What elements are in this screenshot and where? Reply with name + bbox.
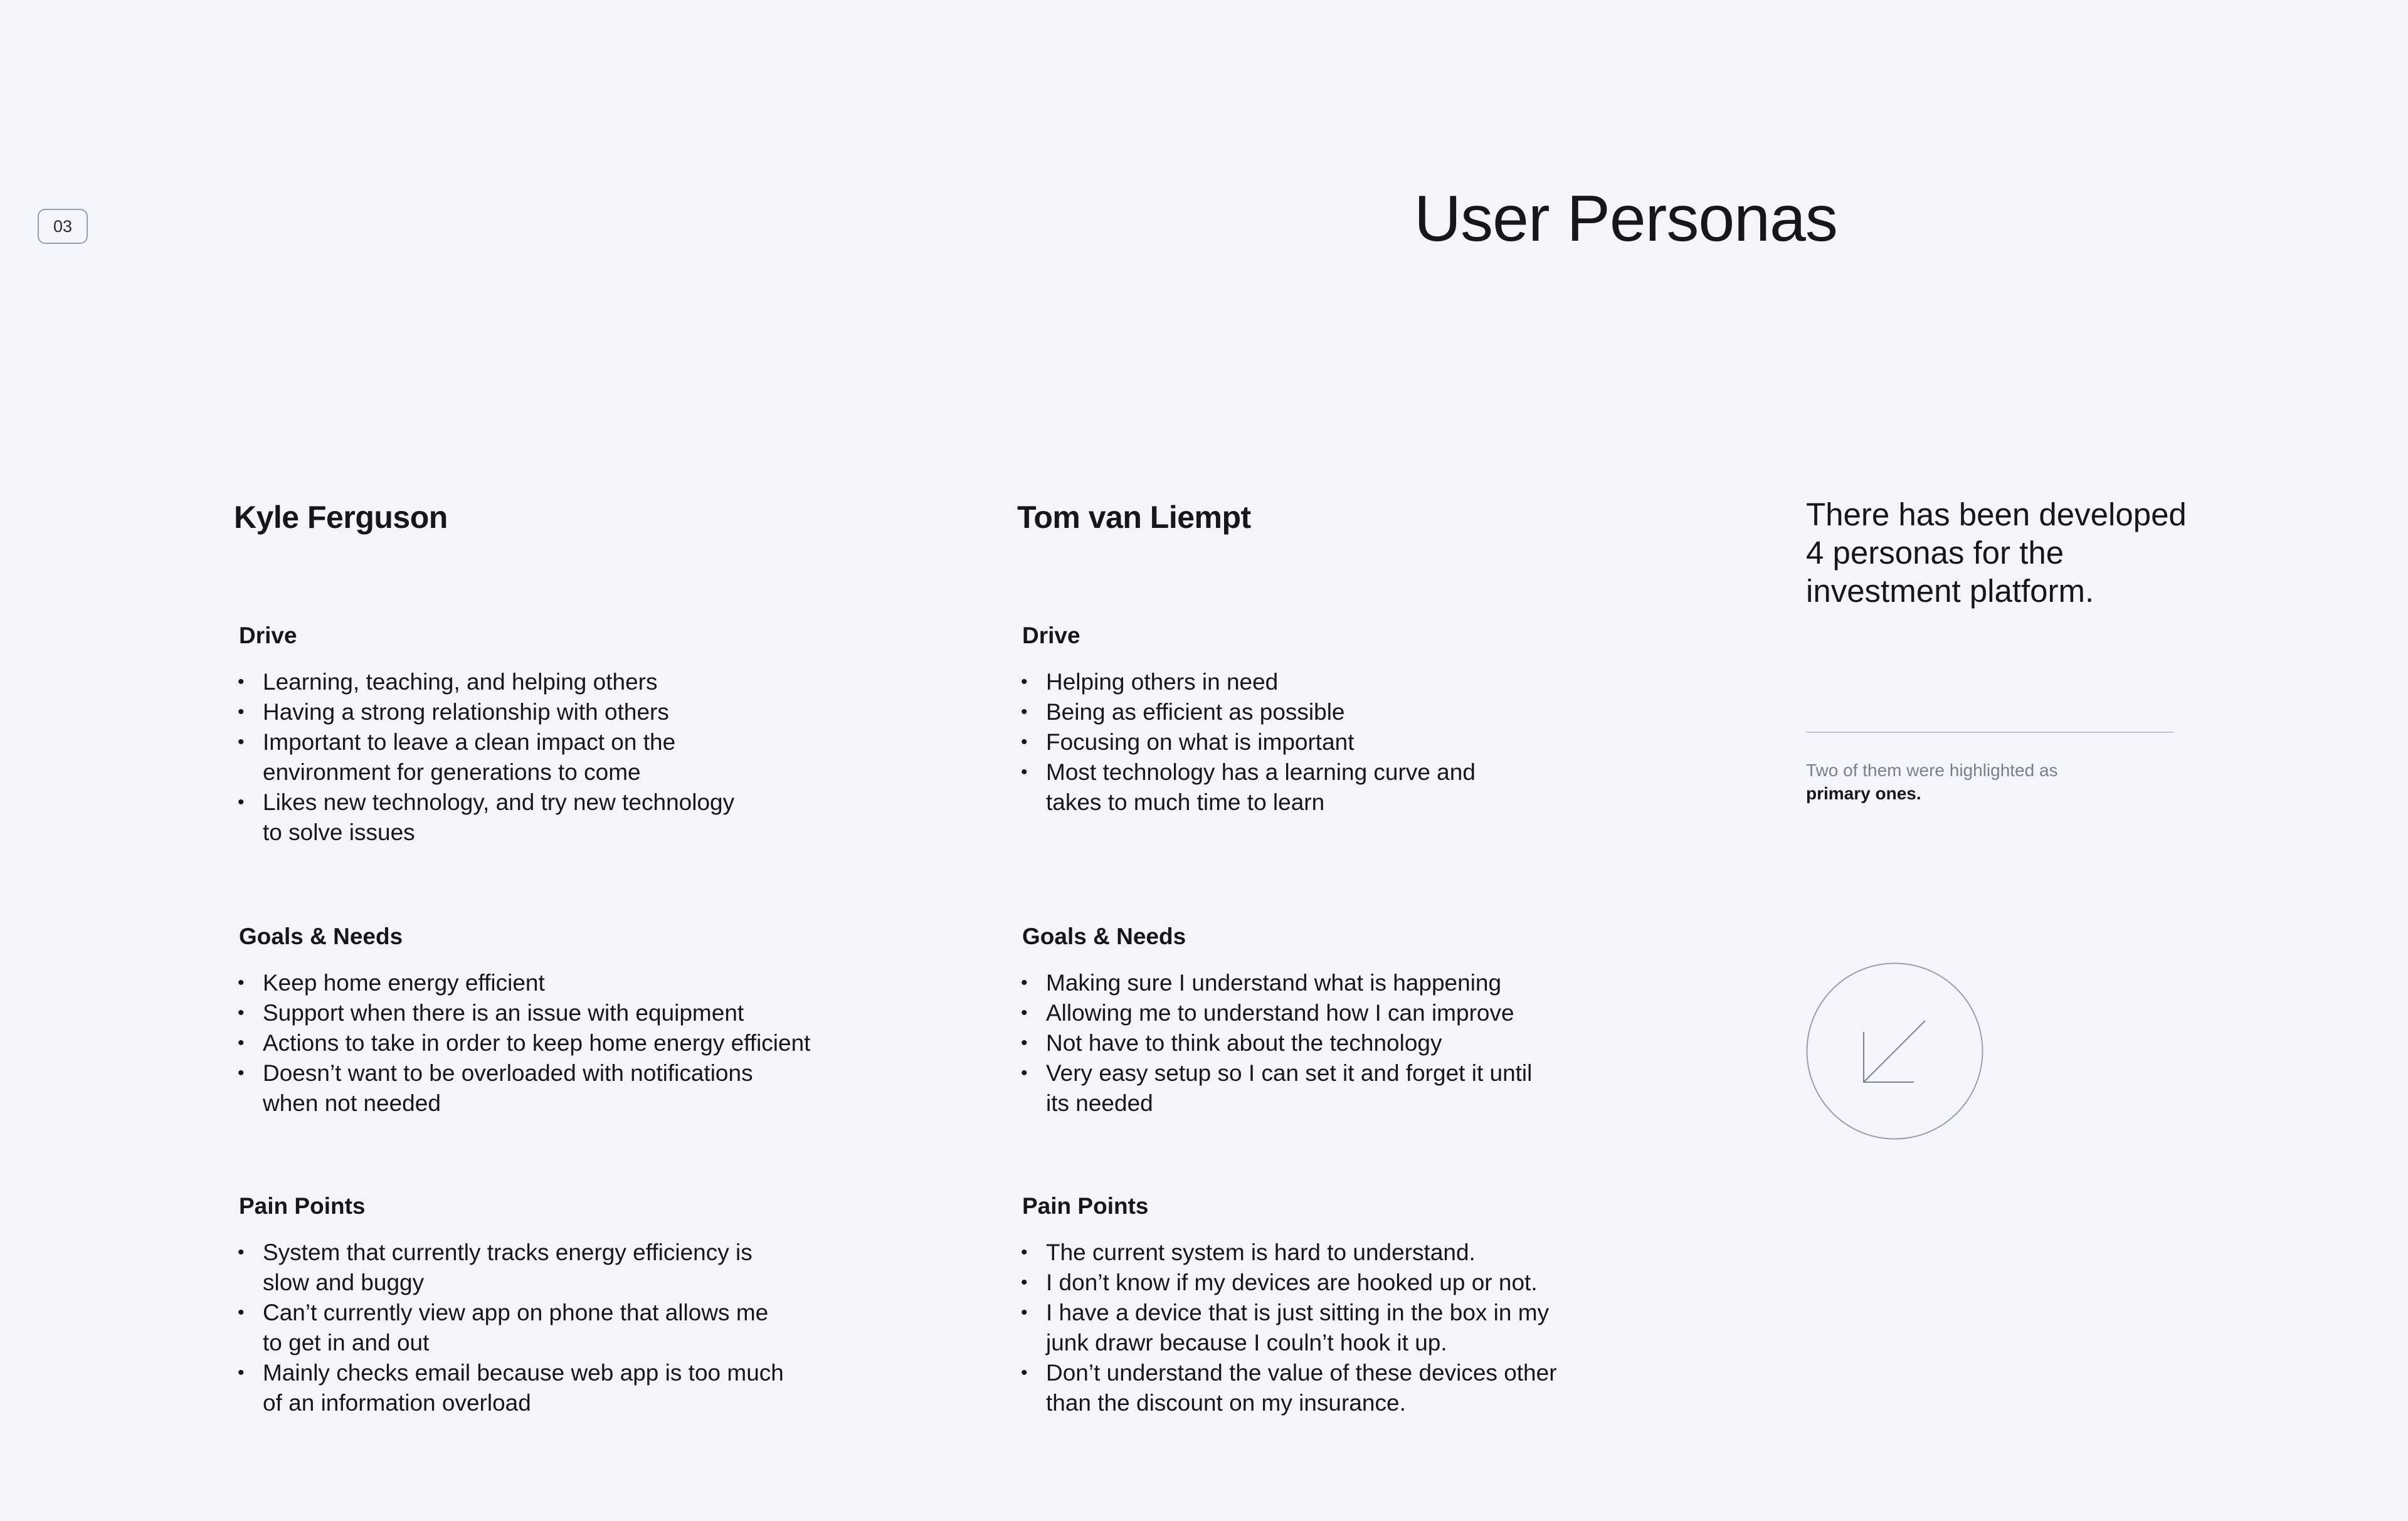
- section-title: Drive: [1022, 623, 1080, 648]
- list-item: • Allowing me to understand how I can improve: [1022, 998, 1532, 1028]
- page-number: 03: [53, 216, 73, 236]
- pain-points-section: [1022, 1192, 1649, 1416]
- drive-section: [239, 622, 866, 845]
- list-item: • Doesn’t want to be overloaded with notifications when not needed: [239, 1058, 810, 1118]
- list-item: • Support when there is an issue with equipment: [239, 998, 810, 1028]
- list-item: • Very easy setup so I can set it and forget it until its needed: [1022, 1058, 1532, 1118]
- drive-list: [239, 667, 734, 848]
- list-item: • Actions to take in order to keep home energy efficient: [239, 1028, 810, 1058]
- section-title: Drive: [239, 623, 297, 648]
- list-item: • The current system is hard to understand.: [1022, 1238, 1557, 1268]
- list-item: • Having a strong relationship with others: [239, 697, 734, 727]
- list-item: • Helping others in need: [1022, 667, 1476, 697]
- note-emphasis: primary ones.: [1806, 784, 1921, 803]
- list-item: • Not have to think about the technology: [1022, 1028, 1532, 1058]
- list-item: • Focusing on what is important: [1022, 727, 1476, 757]
- list-item: • System that currently tracks energy efficiency is slow and buggy: [239, 1238, 784, 1298]
- list-item: • Making sure I understand what is happening: [1022, 968, 1532, 998]
- list-item: • Learning, teaching, and helping others: [239, 667, 734, 697]
- pain-points-section: [239, 1192, 866, 1416]
- persona-name: Tom van Liempt: [1017, 500, 1251, 535]
- persona-name: Kyle Ferguson: [234, 500, 448, 535]
- goals-list: [1022, 968, 1532, 1118]
- page-title: User Personas: [1414, 182, 1837, 255]
- list-item: • Mainly checks email because web app is too much of an information overload: [239, 1358, 784, 1418]
- list-item: • Don’t understand the value of these devices other than the discount on my insurance.: [1022, 1358, 1557, 1418]
- section-title: Pain Points: [1022, 1193, 1149, 1219]
- drive-section: [1022, 622, 1649, 815]
- list-item: • Keep home energy efficient: [239, 968, 810, 998]
- list-item: • I have a device that is just sitting in the box in my junk drawr because I couln’t hook it up.: [1022, 1298, 1557, 1358]
- persona-card: [1017, 498, 1644, 1416]
- divider: [1806, 732, 2174, 733]
- list-item: • Can’t currently view app on phone that allows me to get in and out: [239, 1298, 784, 1358]
- note-text: Two of them were highlighted as: [1806, 761, 2058, 780]
- section-title: Goals & Needs: [1022, 924, 1186, 949]
- list-item: • I don’t know if my devices are hooked up or not.: [1022, 1268, 1557, 1298]
- section-title: Goals & Needs: [239, 924, 403, 949]
- arrow-down-left-icon[interactable]: [1806, 962, 1983, 1140]
- goals-section: [1022, 923, 1649, 1116]
- list-item: • Most technology has a learning curve and takes to much time to learn: [1022, 757, 1476, 818]
- page-number-badge: [38, 209, 88, 244]
- pain-points-list: [239, 1238, 784, 1418]
- list-item: • Being as efficient as possible: [1022, 697, 1476, 727]
- drive-list: [1022, 667, 1476, 818]
- goals-list: [239, 968, 810, 1118]
- summary-text: There has been developed 4 personas for the investment platform.: [1806, 497, 2187, 609]
- list-item: • Likes new technology, and try new technology to solve issues: [239, 787, 734, 848]
- highlight-note: [1806, 759, 2182, 805]
- persona-card: [234, 498, 861, 1416]
- goals-section: [239, 923, 866, 1116]
- pain-points-list: [1022, 1238, 1557, 1418]
- section-title: Pain Points: [239, 1193, 366, 1219]
- list-item: • Important to leave a clean impact on the environment for generations to come: [239, 727, 734, 787]
